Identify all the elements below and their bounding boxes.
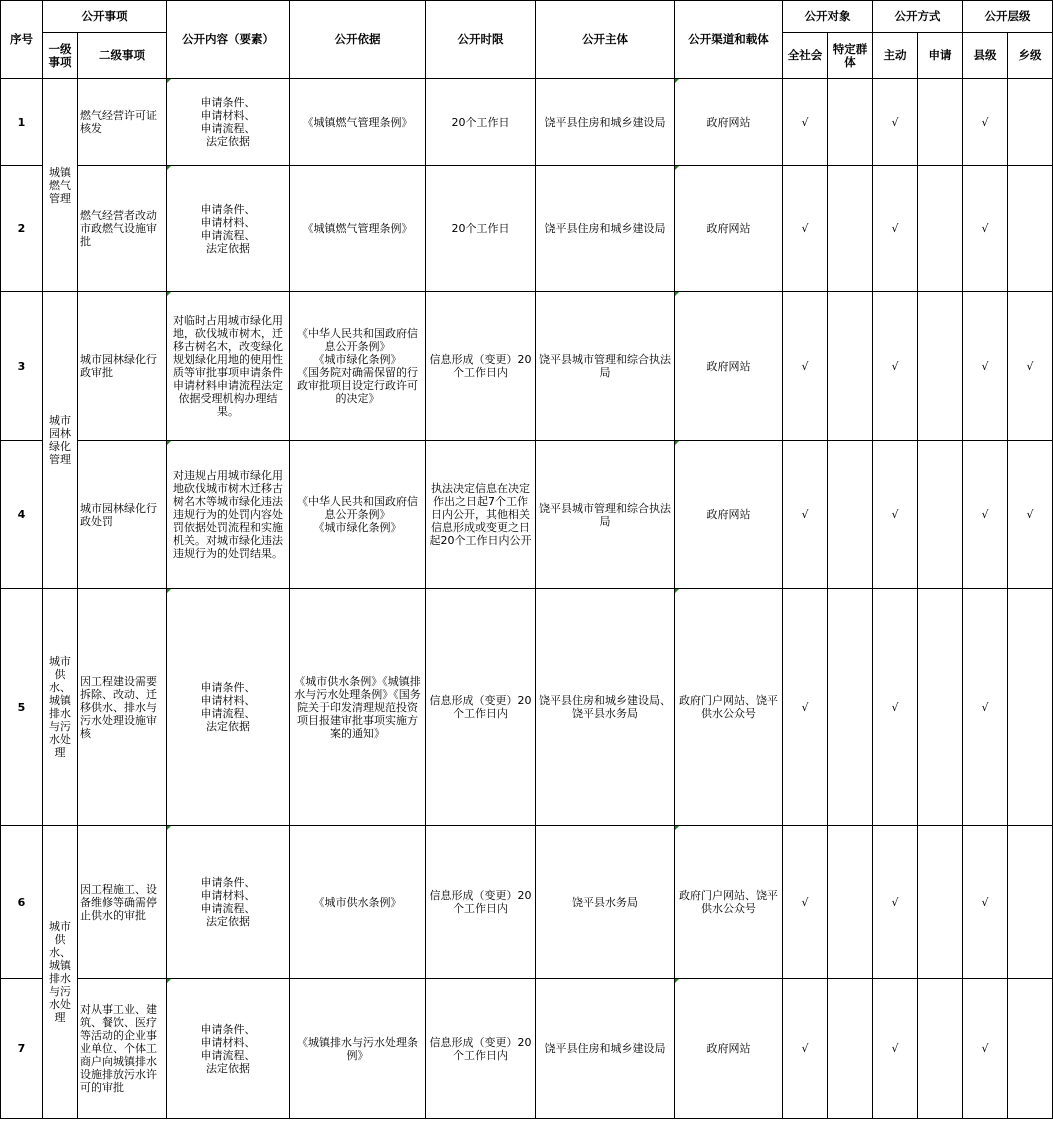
check-specific <box>828 292 873 441</box>
header-level-county: 县级 <box>963 33 1008 79</box>
header-audience-group: 公开对象 <box>783 1 873 33</box>
disclosure-basis: 《城市供水条例》《城镇排水与污水处理条例》《国务院关于印发清理规范投资项目报建审批事项实施方案的通知》 <box>290 589 426 826</box>
check-apply <box>918 826 963 979</box>
table-row <box>1 979 1053 1119</box>
header-channel: 公开渠道和载体 <box>675 1 783 79</box>
check-all: √ <box>783 79 828 166</box>
check-township <box>1008 166 1053 292</box>
header-level1: 一级事项 <box>43 33 78 79</box>
disclosure-content: 申请条件、 申请材料、 申请流程、 法定依据 <box>167 166 290 292</box>
check-apply <box>918 441 963 589</box>
check-active: √ <box>873 979 918 1119</box>
header-subject: 公开主体 <box>536 1 675 79</box>
disclosure-time-limit: 20个工作日 <box>426 166 536 292</box>
disclosure-subject: 饶平县住房和城乡建设局 <box>536 79 675 166</box>
disclosure-time-limit: 信息形成（变更）20个工作日内 <box>426 979 536 1119</box>
disclosure-content: 申请条件、 申请材料、 申请流程、 法定依据 <box>167 826 290 979</box>
disclosure-subject: 饶平县城市管理和综合执法局 <box>536 292 675 441</box>
check-all: √ <box>783 979 828 1119</box>
check-county: √ <box>963 441 1008 589</box>
row-seq: 2 <box>1 166 43 292</box>
check-specific <box>828 826 873 979</box>
header-method-group: 公开方式 <box>873 1 963 33</box>
check-county: √ <box>963 79 1008 166</box>
check-apply <box>918 979 963 1119</box>
check-active: √ <box>873 79 918 166</box>
level2-item: 因工程施工、设备维修等确需停止供水的审批 <box>78 826 167 979</box>
disclosure-subject: 饶平县住房和城乡建设局 <box>536 979 675 1119</box>
row-seq: 6 <box>1 826 43 979</box>
disclosure-content: 申请条件、 申请材料、 申请流程、 法定依据 <box>167 79 290 166</box>
check-county: √ <box>963 589 1008 826</box>
level2-item: 燃气经营许可证核发 <box>78 79 167 166</box>
disclosure-subject: 饶平县住房和城乡建设局、饶平县水务局 <box>536 589 675 826</box>
disclosure-time-limit: 信息形成（变更）20个工作日内 <box>426 292 536 441</box>
disclosure-basis: 《城市供水条例》 <box>290 826 426 979</box>
check-all: √ <box>783 441 828 589</box>
disclosure-time-limit: 20个工作日 <box>426 79 536 166</box>
check-township <box>1008 589 1053 826</box>
disclosure-basis: 《城镇燃气管理条例》 <box>290 79 426 166</box>
check-township <box>1008 79 1053 166</box>
disclosure-channel: 政府网站 <box>675 441 783 589</box>
table-row <box>1 826 1053 979</box>
level2-item: 城市园林绿化行政审批 <box>78 292 167 441</box>
disclosure-time-limit: 执法决定信息在决定作出之日起7个工作日内公开，其他相关信息形成或变更之日起20个工作日内公开 <box>426 441 536 589</box>
check-county: √ <box>963 979 1008 1119</box>
check-county: √ <box>963 166 1008 292</box>
check-all: √ <box>783 166 828 292</box>
check-county: √ <box>963 826 1008 979</box>
disclosure-basis: 《城镇排水与污水处理条例》 <box>290 979 426 1119</box>
disclosure-channel: 政府网站 <box>675 166 783 292</box>
header-content: 公开内容（要素） <box>167 1 290 79</box>
disclosure-time-limit: 信息形成（变更）20个工作日内 <box>426 826 536 979</box>
check-active: √ <box>873 589 918 826</box>
table-row <box>1 292 1053 441</box>
level1-item: 城市园林绿化管理 <box>43 292 78 589</box>
header-item-group: 公开事项 <box>43 1 167 33</box>
disclosure-content: 申请条件、 申请材料、 申请流程、 法定依据 <box>167 589 290 826</box>
check-apply <box>918 166 963 292</box>
header-method-active: 主动 <box>873 33 918 79</box>
disclosure-channel: 政府门户网站、饶平供水公众号 <box>675 589 783 826</box>
check-township: √ <box>1008 441 1053 589</box>
check-township <box>1008 979 1053 1119</box>
check-county: √ <box>963 292 1008 441</box>
check-specific <box>828 166 873 292</box>
check-township <box>1008 826 1053 979</box>
header-level-township: 乡级 <box>1008 33 1053 79</box>
header-audience-specific: 特定群体 <box>828 33 873 79</box>
disclosure-time-limit: 信息形成（变更）20个工作日内 <box>426 589 536 826</box>
check-active: √ <box>873 441 918 589</box>
level1-item: 城镇燃气管理 <box>43 79 78 292</box>
disclosure-channel: 政府网站 <box>675 979 783 1119</box>
disclosure-basis: 《城镇燃气管理条例》 <box>290 166 426 292</box>
check-all: √ <box>783 589 828 826</box>
header-level2: 二级事项 <box>78 33 167 79</box>
row-seq: 7 <box>1 979 43 1119</box>
check-township: √ <box>1008 292 1053 441</box>
check-active: √ <box>873 292 918 441</box>
row-seq: 4 <box>1 441 43 589</box>
row-seq: 5 <box>1 589 43 826</box>
disclosure-content: 申请条件、 申请材料、 申请流程、 法定依据 <box>167 979 290 1119</box>
table-row <box>1 79 1053 166</box>
table-row <box>1 166 1053 292</box>
check-all: √ <box>783 826 828 979</box>
level2-item: 燃气经营者改动市政燃气设施审批 <box>78 166 167 292</box>
header-basis: 公开依据 <box>290 1 426 79</box>
check-apply <box>918 589 963 826</box>
disclosure-subject: 饶平县水务局 <box>536 826 675 979</box>
check-specific <box>828 589 873 826</box>
header-level-group: 公开层级 <box>963 1 1053 33</box>
header-method-apply: 申请 <box>918 33 963 79</box>
check-specific <box>828 441 873 589</box>
disclosure-subject: 饶平县住房和城乡建设局 <box>536 166 675 292</box>
disclosure-channel: 政府门户网站、饶平供水公众号 <box>675 826 783 979</box>
level1-item: 城市供水、城镇排水与污水处理 <box>43 826 78 1119</box>
check-active: √ <box>873 826 918 979</box>
level2-item: 因工程建设需要拆除、改动、迁移供水、排水与污水处理设施审核 <box>78 589 167 826</box>
header-audience-all: 全社会 <box>783 33 828 79</box>
disclosure-channel: 政府网站 <box>675 79 783 166</box>
disclosure-basis: 《中华人民共和国政府信息公开条例》 《城市绿化条例》 《国务院对确需保留的行政审批项目设定行政许可的决定》 <box>290 292 426 441</box>
check-specific <box>828 979 873 1119</box>
disclosure-content: 对临时占用城市绿化用地，砍伐城市树木，迁移古树名木，改变绿化规划绿化用地的使用性质等审批事项申请条件申请材料申请流程法定依据受理机构办理结果。 <box>167 292 290 441</box>
disclosure-content: 对违规占用城市绿化用地砍伐城市树木迁移古树名木等城市绿化违法违规行为的处罚内容处罚依据处罚流程和实施机关。对城市绿化违法违规行为的处罚结果。 <box>167 441 290 589</box>
check-apply <box>918 292 963 441</box>
row-seq: 1 <box>1 79 43 166</box>
check-all: √ <box>783 292 828 441</box>
disclosure-basis: 《中华人民共和国政府信息公开条例》 《城市绿化条例》 <box>290 441 426 589</box>
level2-item: 城市园林绿化行政处罚 <box>78 441 167 589</box>
check-apply <box>918 79 963 166</box>
header-seq: 序号 <box>1 1 43 79</box>
check-specific <box>828 79 873 166</box>
header-time-limit: 公开时限 <box>426 1 536 79</box>
disclosure-subject: 饶平县城市管理和综合执法局 <box>536 441 675 589</box>
table-row <box>1 589 1053 826</box>
table-row <box>1 441 1053 589</box>
check-active: √ <box>873 166 918 292</box>
row-seq: 3 <box>1 292 43 441</box>
disclosure-channel: 政府网站 <box>675 292 783 441</box>
level1-item: 城市供水、城镇排水与污水处理 <box>43 589 78 826</box>
level2-item: 对从事工业、建筑、餐饮、医疗等活动的企业事业单位、个体工商户向城镇排水设施排放污水许可的审批 <box>78 979 167 1119</box>
